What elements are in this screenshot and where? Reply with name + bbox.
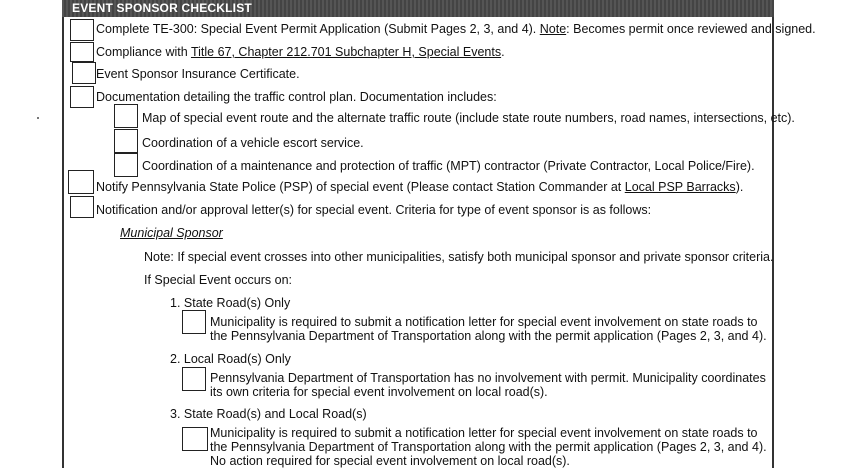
item-te300: Complete TE-300: Special Event Permit Application (Submit Pages 2, 3, and 4). Note: Becomes permit once reviewed and signed.: [96, 22, 816, 36]
note-label: Note: [539, 22, 567, 36]
checkbox-mpt[interactable]: [114, 153, 138, 177]
item-notification: Notification and/or approval letter(s) for special event. Criteria for type of event sponsor is as follows:: [96, 203, 652, 217]
checkbox-psp[interactable]: [68, 170, 94, 194]
checkbox-documentation[interactable]: [70, 86, 94, 108]
checkbox-insurance[interactable]: [72, 62, 96, 84]
case1-line2: the Pennsylvania Department of Transportation along with the permit application (Pages 2, 3, and 4).: [210, 329, 767, 343]
psp-barracks-link[interactable]: Local PSP Barracks: [624, 180, 736, 194]
checkbox-map[interactable]: [114, 104, 138, 128]
checkbox-case3[interactable]: [182, 427, 208, 451]
checkbox-escort[interactable]: [114, 129, 138, 153]
item-mpt: Coordination of a maintenance and protection of traffic (MPT) contractor (Private Contractor, Local Police/Fire).: [142, 159, 755, 173]
item-documentation: Documentation detailing the traffic control plan. Documentation includes:: [96, 90, 497, 104]
case3-line2: the Pennsylvania Department of Transportation along with the permit application (Pages 2, 3, and 4).: [210, 440, 767, 454]
if-occurs-label: If Special Event occurs on:: [144, 273, 292, 287]
checkbox-case1[interactable]: [182, 310, 206, 334]
case1-title: 1. State Road(s) Only: [170, 296, 291, 310]
checkbox-compliance[interactable]: [70, 42, 94, 62]
case1-line1: Municipality is required to submit a notification letter for special event involvement on state roads to: [210, 315, 758, 329]
case2-title: 2. Local Road(s) Only: [170, 352, 291, 366]
municipal-heading: Municipal Sponsor: [120, 226, 223, 240]
item-psp: Notify Pennsylvania State Police (PSP) of special event (Please contact Station Commander at Local PSP Barracks).: [96, 180, 744, 194]
header-title: EVENT SPONSOR CHECKLIST: [72, 1, 252, 15]
checkbox-notification[interactable]: [70, 196, 94, 218]
checkbox-te300[interactable]: [70, 19, 94, 41]
checklist-header: [62, 0, 774, 17]
stray-mark: [37, 117, 39, 119]
title67-link[interactable]: Title 67, Chapter 212.701 Subchapter H, Special Events: [190, 45, 502, 59]
case2-line2: its own criteria for special event involvement on local road(s).: [210, 385, 548, 399]
item-insurance: Event Sponsor Insurance Certificate.: [96, 67, 300, 81]
item-escort: Coordination of a vehicle escort service.: [142, 136, 364, 150]
case3-line3: No action required for special event involvement on local road(s).: [210, 454, 570, 468]
case2-line1: Pennsylvania Department of Transportation has no involvement with permit. Municipality coordinates: [210, 371, 766, 385]
case3-title: 3. State Road(s) and Local Road(s): [170, 407, 367, 421]
item-compliance: Compliance with Title 67, Chapter 212.701 Subchapter H, Special Events.: [96, 45, 505, 59]
item-map: Map of special event route and the alternate traffic route (include state route numbers, road names, intersections, etc).: [142, 111, 795, 125]
municipal-note: Note: If special event crosses into other municipalities, satisfy both municipal sponsor and private sponsor criteria.: [144, 250, 774, 264]
case3-line1: Municipality is required to submit a notification letter for special event involvement on state roads to: [210, 426, 758, 440]
checkbox-case2[interactable]: [182, 367, 206, 391]
